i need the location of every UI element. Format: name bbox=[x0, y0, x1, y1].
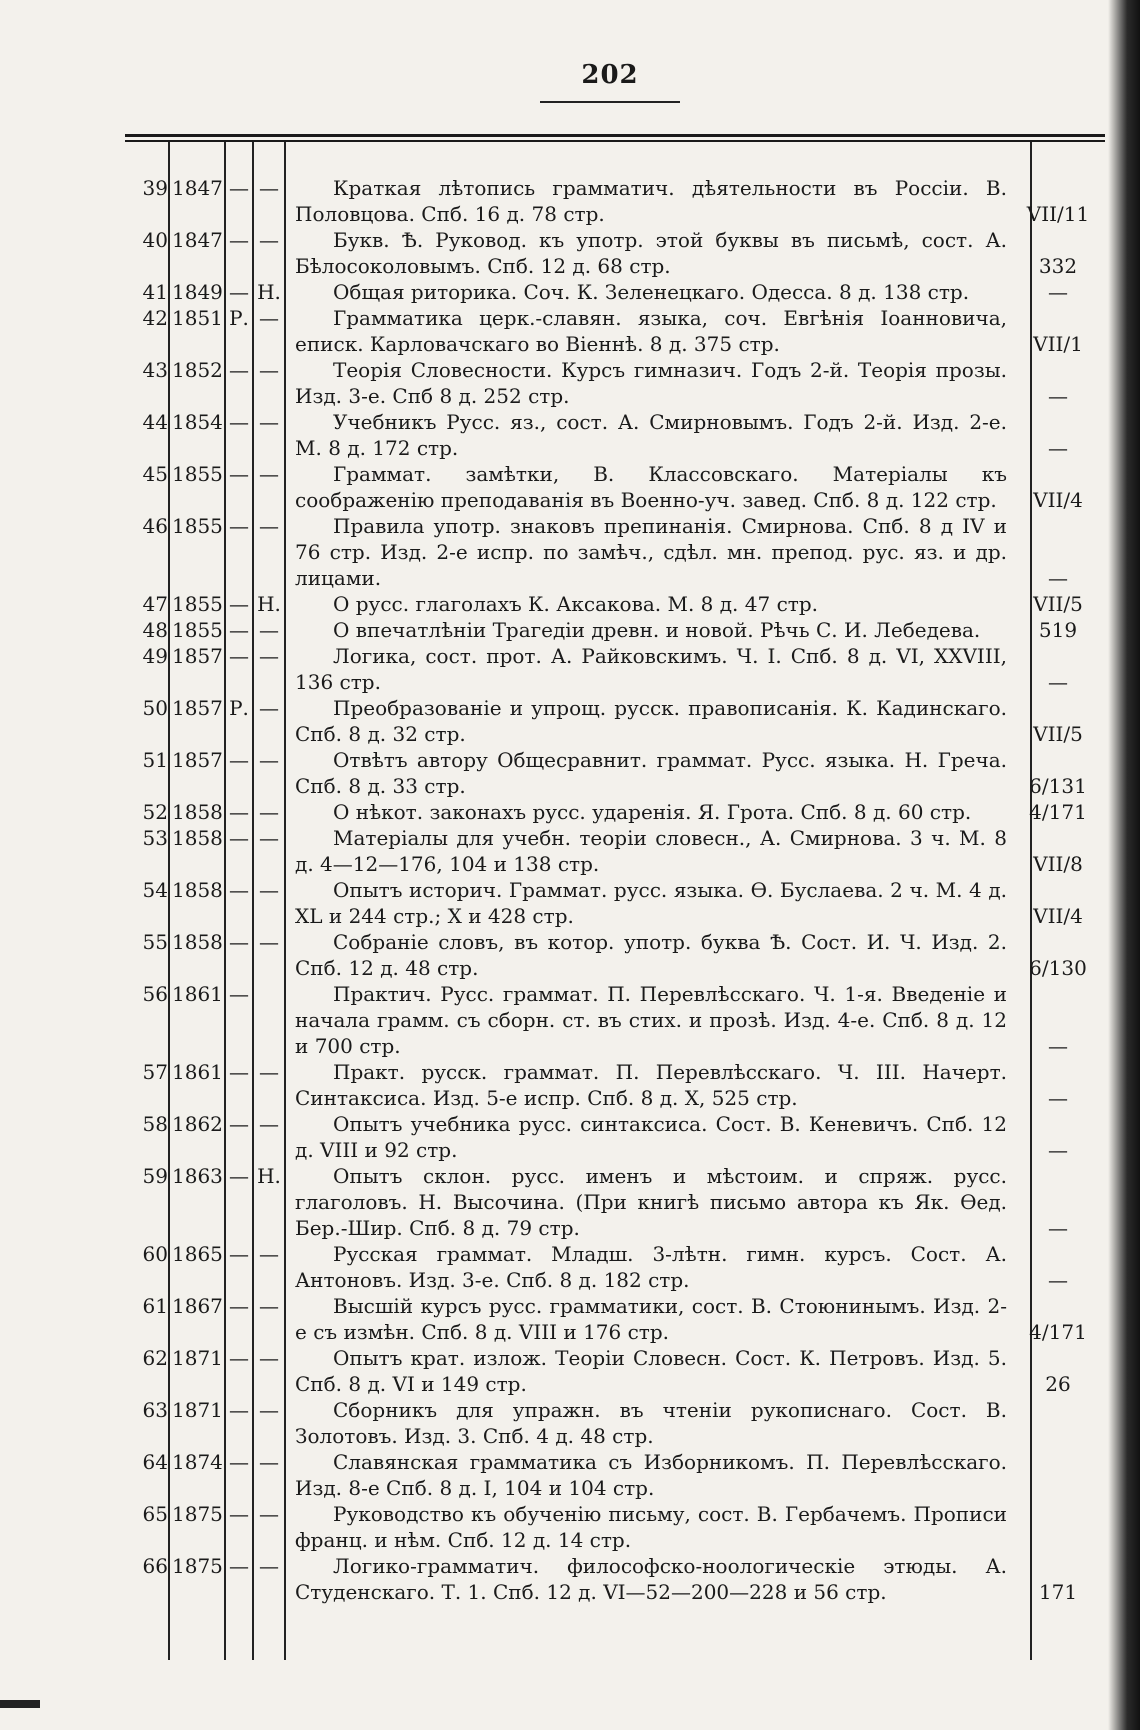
entry-flag-2: — bbox=[259, 1242, 279, 1266]
entry-reference: 519 bbox=[1038, 618, 1078, 642]
table-row bbox=[130, 929, 1100, 981]
table-row bbox=[130, 1059, 1100, 1111]
entry-reference: — bbox=[1048, 1086, 1068, 1110]
table-row bbox=[130, 1449, 1100, 1501]
entry-description: Отвѣтъ автору Общесравнит. граммат. Русс. языка. Н. Греча. Спб. 8 д. 33 стр. bbox=[295, 748, 1007, 798]
entry-year: 1874 bbox=[172, 1450, 223, 1474]
entry-flag-1: Р. bbox=[229, 696, 249, 720]
table-row bbox=[130, 305, 1100, 357]
entry-number: 44 bbox=[142, 410, 168, 434]
entry-reference: 4/171 bbox=[1029, 800, 1087, 824]
entry-year: 1847 bbox=[172, 176, 223, 200]
entry-year: 1858 bbox=[172, 930, 223, 954]
entry-flag-2: — bbox=[259, 826, 279, 850]
entry-reference: 332 bbox=[1038, 254, 1078, 278]
entry-year: 1861 bbox=[172, 1060, 223, 1084]
entry-number: 65 bbox=[142, 1502, 168, 1526]
entry-flag-1: — bbox=[229, 176, 249, 200]
entry-flag-1: — bbox=[229, 228, 249, 252]
entry-flag-2: — bbox=[259, 696, 279, 720]
entry-flag-1: — bbox=[229, 800, 249, 824]
entry-flag-1: — bbox=[229, 1554, 249, 1578]
entry-description: Правила употр. знаковъ препинанія. Смирнова. Спб. 8 д IV и 76 стр. Изд. 2-е испр. по замѣч., сдѣл. мн. препод. рус. яз. и др. лицами. bbox=[295, 514, 1007, 590]
entry-number: 62 bbox=[142, 1346, 168, 1370]
entry-flag-1: — bbox=[229, 618, 249, 642]
table-row bbox=[130, 1163, 1100, 1241]
entry-description: Теорія Словесности. Курсъ гимназич. Годъ 2-й. Теорія прозы. Изд. 3-е. Спб 8 д. 252 стр. bbox=[295, 358, 1007, 408]
entry-reference: — bbox=[1048, 280, 1068, 304]
entry-flag-2: — bbox=[259, 1112, 279, 1136]
entry-number: 46 bbox=[142, 514, 168, 538]
entry-flag-1: — bbox=[229, 358, 249, 382]
entry-number: 58 bbox=[142, 1112, 168, 1136]
entry-description: Опытъ историч. Граммат. русс. языка. Ѳ. Буслаева. 2 ч. М. 4 д. XL и 244 стр.; X и 428 стр. bbox=[295, 878, 1007, 928]
page-number: 202 bbox=[581, 60, 639, 90]
entry-description: Букв. Ѣ. Руковод. къ употр. этой буквы въ письмѣ, сост. А. Бѣлосоколовымъ. Спб. 12 д. 68 стр. bbox=[295, 228, 1007, 278]
entry-flag-1: — bbox=[229, 1450, 249, 1474]
entry-flag-2: — bbox=[259, 462, 279, 486]
entry-flag-1: — bbox=[229, 1060, 249, 1084]
entry-flag-2: — bbox=[259, 1450, 279, 1474]
entry-reference: — bbox=[1048, 384, 1068, 408]
table-row bbox=[130, 643, 1100, 695]
entry-description: О русс. глаголахъ К. Аксакова. М. 8 д. 47 стр. bbox=[333, 592, 818, 616]
entry-flag-2: — bbox=[259, 306, 279, 330]
entry-number: 42 bbox=[142, 306, 168, 330]
entry-reference: VII/4 bbox=[1033, 488, 1083, 512]
entry-flag-1: — bbox=[229, 982, 249, 1006]
entry-number: 41 bbox=[142, 280, 168, 304]
entry-flag-2: Н. bbox=[257, 1164, 281, 1188]
entry-description: О нѣкот. законахъ русс. ударенія. Я. Грота. Спб. 8 д. 60 стр. bbox=[333, 800, 972, 824]
entry-year: 1847 bbox=[172, 228, 223, 252]
entry-number: 40 bbox=[142, 228, 168, 252]
table-row bbox=[130, 1553, 1100, 1605]
entry-year: 1862 bbox=[172, 1112, 223, 1136]
entry-number: 60 bbox=[142, 1242, 168, 1266]
entry-number: 47 bbox=[142, 592, 168, 616]
entry-reference: — bbox=[1048, 670, 1068, 694]
entry-reference: VII/5 bbox=[1033, 592, 1083, 616]
table-row bbox=[130, 1241, 1100, 1293]
entry-flag-2: — bbox=[259, 748, 279, 772]
entry-number: 51 bbox=[142, 748, 168, 772]
entry-number: 57 bbox=[142, 1060, 168, 1084]
entry-year: 1851 bbox=[172, 306, 223, 330]
entry-reference: — bbox=[1048, 566, 1068, 590]
entry-reference: — bbox=[1048, 1034, 1068, 1058]
entry-description: Практич. Русс. граммат. П. Перевлѣсскаго. Ч. 1-я. Введеніе и начала грамм. съ сборн. ст. въ стих. и прозѣ. Изд. 4-е. Спб. 8 д. 12 и 700 стр. bbox=[295, 982, 1007, 1058]
entry-description: Опытъ крат. излож. Теоріи Словесн. Сост. К. Петровъ. Изд. 5. Спб. 8 д. VI и 149 стр. bbox=[295, 1346, 1007, 1396]
entry-reference: 26 bbox=[1045, 1372, 1071, 1396]
table-row bbox=[130, 799, 1100, 825]
entry-number: 39 bbox=[142, 176, 168, 200]
entry-flag-2: — bbox=[259, 644, 279, 668]
table-row bbox=[130, 747, 1100, 799]
entry-flag-1: — bbox=[229, 514, 249, 538]
entry-flag-2: — bbox=[259, 618, 279, 642]
entry-reference: 171 bbox=[1038, 1580, 1078, 1604]
entry-year: 1871 bbox=[172, 1398, 223, 1422]
entry-flag-2: — bbox=[259, 514, 279, 538]
entry-flag-1: — bbox=[229, 1242, 249, 1266]
entry-year: 1867 bbox=[172, 1294, 223, 1318]
entry-description: Преобразованіе и упрощ. русск. правописанія. К. Кадинскаго. Спб. 8 д. 32 стр. bbox=[295, 696, 1007, 746]
entry-year: 1875 bbox=[172, 1554, 223, 1578]
entry-year: 1855 bbox=[172, 514, 223, 538]
table-row bbox=[130, 175, 1100, 227]
entry-description: Краткая лѣтопись грамматич. дѣятельности въ Россіи. В. Половцова. Спб. 16 д. 78 стр. bbox=[295, 176, 1007, 226]
table-row bbox=[130, 461, 1100, 513]
page-edge-shadow bbox=[1108, 0, 1140, 1730]
table-row bbox=[130, 357, 1100, 409]
entry-year: 1858 bbox=[172, 826, 223, 850]
entry-year: 1858 bbox=[172, 878, 223, 902]
entry-description: Русская граммат. Младш. 3-лѣтн. гимн. курсъ. Сост. А. Антоновъ. Изд. 3-е. Спб. 8 д. 182 стр. bbox=[295, 1242, 1007, 1292]
entry-flag-1: — bbox=[229, 280, 249, 304]
entry-number: 64 bbox=[142, 1450, 168, 1474]
entry-number: 66 bbox=[142, 1554, 168, 1578]
entry-description: Грамматика церк.-славян. языка, соч. Евгѣнія Іоанновича, епиcк. Карловачскаго во Віеннѣ. 8 д. 375 стр. bbox=[295, 306, 1007, 356]
entry-number: 59 bbox=[142, 1164, 168, 1188]
table-row bbox=[130, 1397, 1100, 1449]
entry-number: 61 bbox=[142, 1294, 168, 1318]
table-row bbox=[130, 279, 1100, 305]
entry-reference: — bbox=[1048, 1268, 1068, 1292]
entry-flag-1: — bbox=[229, 878, 249, 902]
table-row bbox=[130, 513, 1100, 591]
entry-number: 43 bbox=[142, 358, 168, 382]
entry-flag-2: — bbox=[259, 358, 279, 382]
header-rule-bottom bbox=[125, 140, 1105, 142]
entry-description: Высшій курсъ русс. грамматики, сост. В. Стоюнинымъ. Изд. 2-е съ измѣн. Спб. 8 д. VIII и 176 стр. bbox=[295, 1294, 1007, 1344]
entry-description: Граммат. замѣтки, В. Классовскаго. Матеріалы къ соображенію преподаванія въ Военно-уч. завед. Спб. 8 д. 122 стр. bbox=[295, 462, 1007, 512]
entry-flag-2: — bbox=[259, 1060, 279, 1084]
entry-year: 1857 bbox=[172, 696, 223, 720]
entry-flag-2: — bbox=[259, 228, 279, 252]
entry-flag-2: Н. bbox=[257, 592, 281, 616]
entry-description: Сборникъ для упражн. въ чтеніи рукописнаго. Сост. В. Золотовъ. Изд. 3. Спб. 4 д. 48 стр. bbox=[295, 1398, 1007, 1448]
entry-number: 49 bbox=[142, 644, 168, 668]
entry-reference: VII/1 bbox=[1033, 332, 1083, 356]
entry-reference: — bbox=[1048, 1138, 1068, 1162]
table-row bbox=[130, 1293, 1100, 1345]
entry-number: 55 bbox=[142, 930, 168, 954]
entry-flag-1: — bbox=[229, 826, 249, 850]
entry-description: Общая риторика. Соч. К. Зеленецкаго. Одесса. 8 д. 138 стр. bbox=[333, 280, 970, 304]
entry-flag-1: — bbox=[229, 1294, 249, 1318]
entry-description: Учебникъ Русс. яз., сост. А. Смирновымъ. Годъ 2-й. Изд. 2-е. М. 8 д. 172 стр. bbox=[295, 410, 1007, 460]
entry-flag-1: — bbox=[229, 1346, 249, 1370]
entry-flag-2: — bbox=[259, 878, 279, 902]
table-row bbox=[130, 591, 1100, 617]
entry-flag-2: — bbox=[259, 410, 279, 434]
page-number-rule bbox=[540, 101, 680, 103]
entry-flag-1: — bbox=[229, 644, 249, 668]
table-row bbox=[130, 1111, 1100, 1163]
entry-year: 1858 bbox=[172, 800, 223, 824]
entry-flag-2: — bbox=[259, 930, 279, 954]
entry-number: 63 bbox=[142, 1398, 168, 1422]
entry-description: Матеріалы для учебн. теоріи словесн., А. Смирнова. 3 ч. М. 8 д. 4—12—176, 104 и 138 стр. bbox=[295, 826, 1007, 876]
entry-description: Собраніе словъ, въ котор. употр. буква Ѣ. Сост. И. Ч. Изд. 2. Спб. 12 д. 48 стр. bbox=[295, 930, 1007, 980]
entry-number: 48 bbox=[142, 618, 168, 642]
entry-year: 1852 bbox=[172, 358, 223, 382]
entry-flag-1: — bbox=[229, 1398, 249, 1422]
entry-flag-1: — bbox=[229, 592, 249, 616]
entry-description: Опытъ учебника русс. синтаксиса. Сост. В. Кеневичъ. Спб. 12 д. VIII и 92 стр. bbox=[295, 1112, 1007, 1162]
table-row bbox=[130, 1501, 1100, 1553]
entry-flag-1: — bbox=[229, 462, 249, 486]
entry-year: 1861 bbox=[172, 982, 223, 1006]
entry-flag-2: — bbox=[259, 1346, 279, 1370]
entry-number: 53 bbox=[142, 826, 168, 850]
entry-reference: 6/131 bbox=[1029, 774, 1087, 798]
entry-reference: — bbox=[1048, 436, 1068, 460]
entry-flag-2: — bbox=[259, 1294, 279, 1318]
entry-description: Логика, сост. прот. А. Райковскимъ. Ч. I. Спб. 8 д. VI, XXVIII, 136 стр. bbox=[295, 644, 1007, 694]
entry-description: Славянская грамматика съ Изборникомъ. П. Перевлѣсскаго. Изд. 8-е Спб. 8 д. I, 104 и 104 стр. bbox=[295, 1450, 1007, 1500]
entry-year: 1865 bbox=[172, 1242, 223, 1266]
entry-year: 1855 bbox=[172, 592, 223, 616]
entry-flag-2: Н. bbox=[257, 280, 281, 304]
entry-reference: VII/4 bbox=[1033, 904, 1083, 928]
entry-flag-1: — bbox=[229, 930, 249, 954]
entry-flag-1: Р. bbox=[229, 306, 249, 330]
entry-number: 50 bbox=[142, 696, 168, 720]
entry-description: Практ. русск. граммат. П. Перевлѣсскаго. Ч. III. Начерт. Синтаксиса. Изд. 5-е испр. Спб. 8 д. X, 525 стр. bbox=[295, 1060, 1007, 1110]
entry-flag-1: — bbox=[229, 410, 249, 434]
entry-number: 54 bbox=[142, 878, 168, 902]
entry-year: 1875 bbox=[172, 1502, 223, 1526]
entry-reference: VII/8 bbox=[1033, 852, 1083, 876]
entry-year: 1871 bbox=[172, 1346, 223, 1370]
entry-flag-2: — bbox=[259, 1554, 279, 1578]
entry-year: 1857 bbox=[172, 748, 223, 772]
entry-flag-1: — bbox=[229, 1112, 249, 1136]
table-row bbox=[130, 617, 1100, 643]
entry-year: 1855 bbox=[172, 462, 223, 486]
entry-reference: — bbox=[1048, 1216, 1068, 1240]
entry-flag-2: — bbox=[259, 176, 279, 200]
entry-description: Опытъ склон. русс. именъ и мѣстоим. и спряж. русс. глаголовъ. Н. Высочина. (При книгѣ письмо автора къ Як. Ѳед. Бер.-Шир. Спб. 8 д. 79 стр. bbox=[295, 1164, 1007, 1240]
table-row bbox=[130, 877, 1100, 929]
entry-flag-1: — bbox=[229, 748, 249, 772]
entry-number: 45 bbox=[142, 462, 168, 486]
entry-flag-1: — bbox=[229, 1502, 249, 1526]
entry-year: 1863 bbox=[172, 1164, 223, 1188]
bibliography-table bbox=[130, 175, 1100, 1605]
entry-reference: 6/130 bbox=[1029, 956, 1087, 980]
table-row bbox=[130, 409, 1100, 461]
entry-reference: VII/5 bbox=[1033, 722, 1083, 746]
table-row bbox=[130, 981, 1100, 1059]
entry-reference: VII/11 bbox=[1026, 202, 1090, 226]
entry-year: 1854 bbox=[172, 410, 223, 434]
table-row bbox=[130, 825, 1100, 877]
entry-number: 56 bbox=[142, 982, 168, 1006]
entry-year: 1857 bbox=[172, 644, 223, 668]
table-row bbox=[130, 1345, 1100, 1397]
entry-number: 52 bbox=[142, 800, 168, 824]
entry-flag-2: — bbox=[259, 800, 279, 824]
entry-flag-1: — bbox=[229, 1164, 249, 1188]
corner-mark bbox=[0, 1700, 40, 1708]
table-row bbox=[130, 695, 1100, 747]
header-rule-top bbox=[125, 134, 1105, 137]
entry-flag-2: — bbox=[259, 1398, 279, 1422]
entry-flag-2: — bbox=[259, 1502, 279, 1526]
entry-description: Руководство къ обученію письму, сост. В. Гербачемъ. Прописи франц. и нѣм. Спб. 12 д. 14 стр. bbox=[295, 1502, 1007, 1552]
entry-year: 1849 bbox=[172, 280, 223, 304]
entry-year: 1855 bbox=[172, 618, 223, 642]
entry-description: О впечатлѣніи Трагедіи древн. и новой. Рѣчь С. И. Лебедева. bbox=[333, 618, 981, 642]
entry-description: Логико-грамматич. философско-ноологическіе этюды. А. Студенскаго. Т. 1. Спб. 12 д. VI—52—200—228 и 56 стр. bbox=[295, 1554, 1007, 1604]
entry-reference: 4/171 bbox=[1029, 1320, 1087, 1344]
table-row bbox=[130, 227, 1100, 279]
